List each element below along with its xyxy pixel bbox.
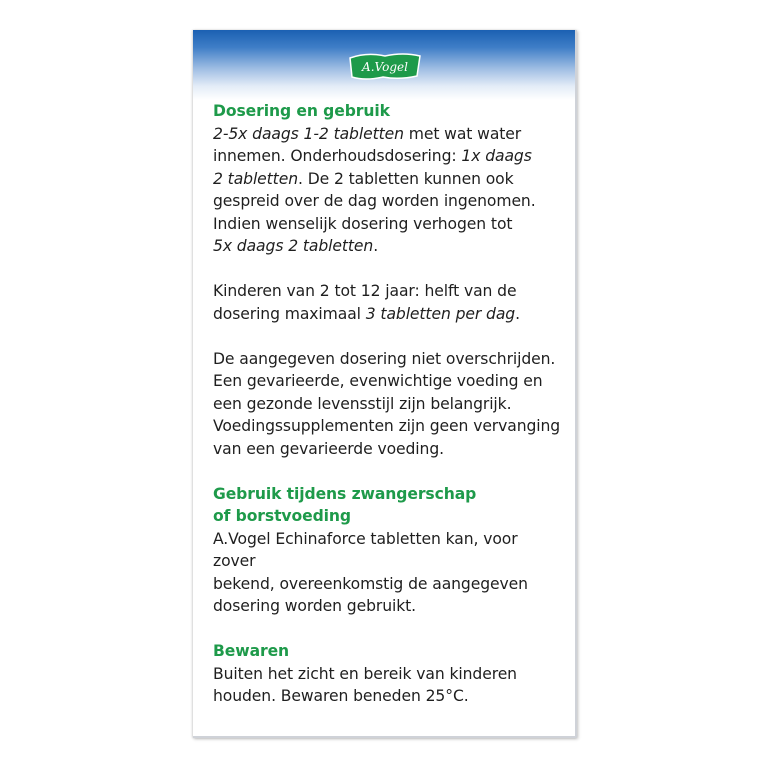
zwangerschap-line-1: A.Vogel Echinaforce tabletten kan, voor zover (213, 529, 518, 570)
dosering-line-5: Indien wenselijk dosering verhogen tot (213, 214, 513, 233)
bewaren-line-1: Buiten het zicht en bereik van kinderen (213, 664, 517, 683)
kinderen-line-1: Kinderen van 2 tot 12 jaar: helft van de (213, 282, 517, 300)
zwangerschap-line-3: dosering worden gebruikt. (213, 597, 417, 615)
heading-dosering: Dosering en gebruik (213, 102, 390, 120)
heading-zwangerschap-2: of borstvoeding (213, 507, 351, 525)
warning-line-1: De aangegeven dosering niet overschrijden. (213, 349, 556, 368)
zwangerschap-line-2: bekend, overeenkomstig de aangegeven (213, 574, 528, 593)
avogel-logo (347, 50, 423, 82)
dosering-line-1: 2-5x daags 1-2 tabletten met wat water (213, 124, 522, 143)
warning-line-2: Een gevarieerde, evenwichtige voeding en (213, 372, 543, 390)
logo-text: A.Vogel (362, 60, 408, 74)
warning-line-3: een gezonde levensstijl zijn belangrijk. (213, 394, 512, 413)
kinderen-line-2: dosering maximaal 3 tabletten per dag. (213, 304, 520, 323)
dosering-line-4: gespreid over de dag worden ingenomen. (213, 192, 536, 210)
bewaren-line-2: houden. Bewaren beneden 25°C. (213, 687, 469, 705)
leaflet-text (213, 100, 563, 708)
dosering-line-2: innemen. Onderhoudsdosering: 1x daags (213, 147, 532, 165)
heading-bewaren: Bewaren (213, 642, 290, 660)
heading-zwangerschap-1: Gebruik tijdens zwangerschap (213, 484, 477, 503)
package-panel (193, 30, 577, 738)
avogel-logo-badge (347, 50, 423, 82)
warning-line-4: Voedingssupplementen zijn geen vervanging (213, 417, 561, 435)
warning-line-5: van een gevarieerde voeding. (213, 439, 444, 458)
dosering-line-3: 2 tabletten. De 2 tabletten kunnen ook (213, 169, 514, 188)
dosering-line-6: 5x daags 2 tabletten. (213, 237, 379, 255)
